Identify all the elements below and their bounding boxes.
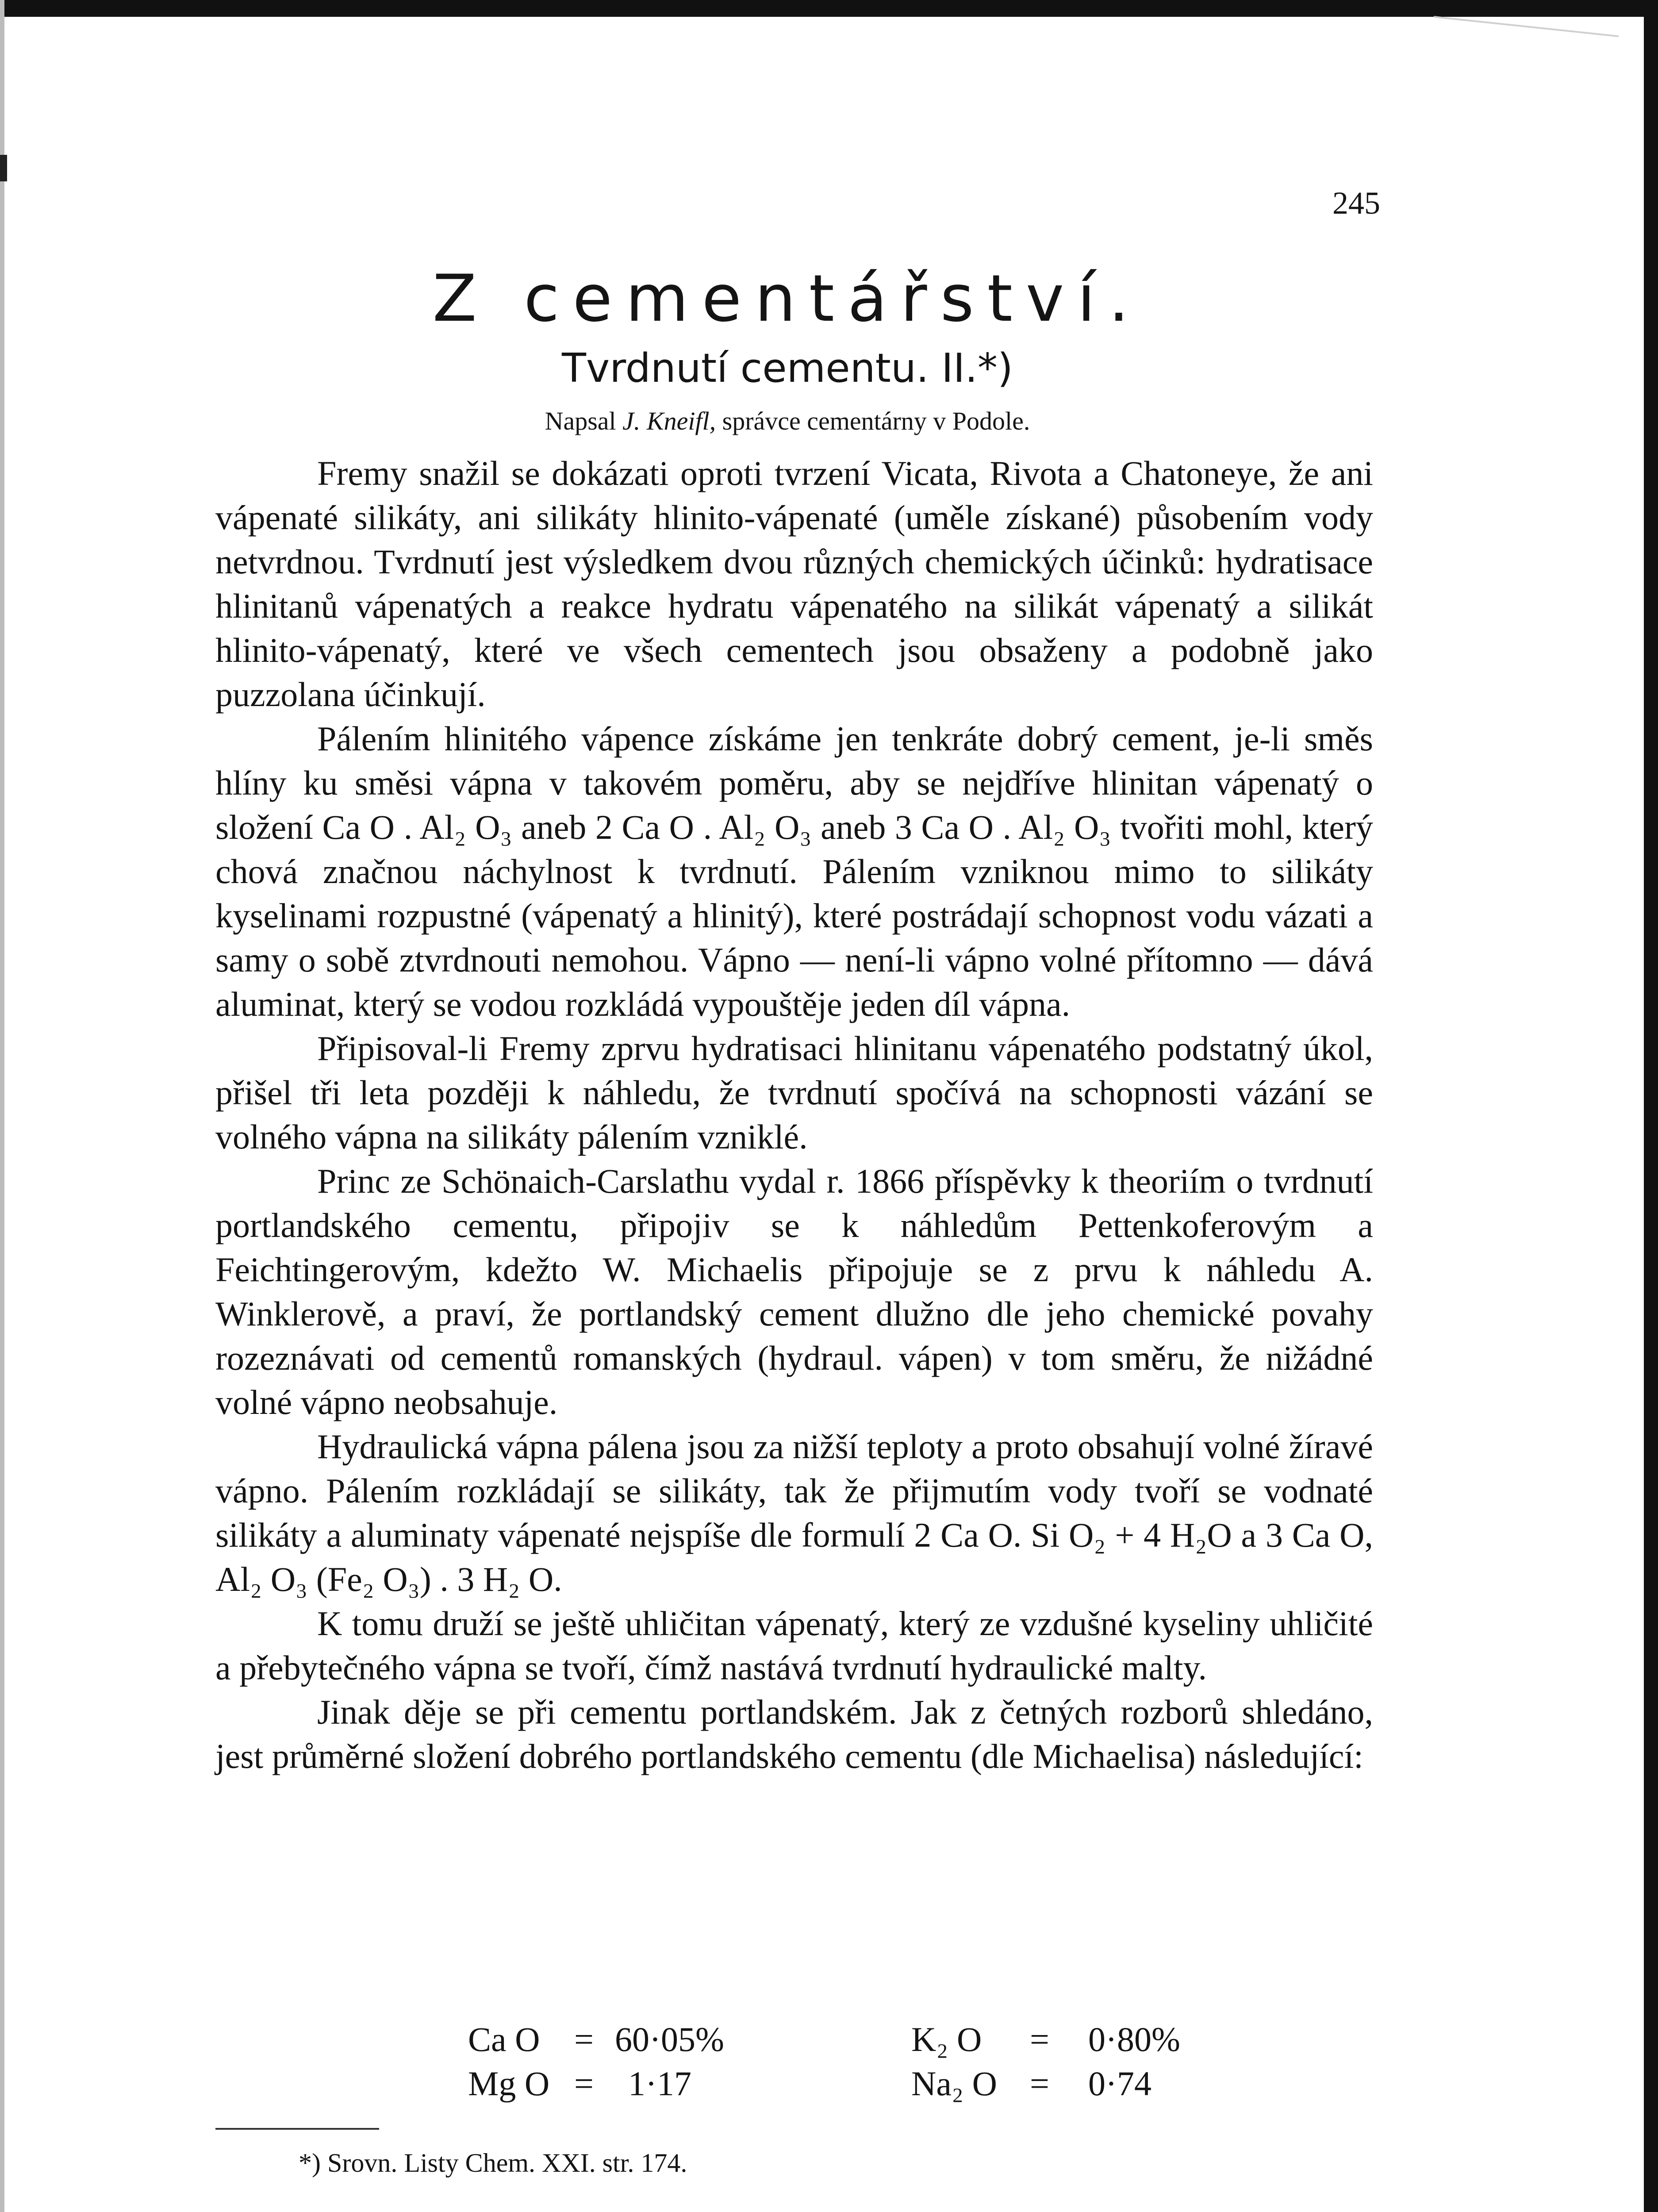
page-number: 245 [1332,185,1380,221]
composition-name: Na₂ O [911,2064,997,2103]
composition-name: Mg O [468,2064,550,2103]
scan-edge-right [1644,0,1658,2212]
paragraph-5: Hydraulická vápna pálena jsou za nižší teploty a proto obsahují volné žíravé vápno. Pálením rozkládají se silikáty, tak že přijmutím vody tvoří se vodnaté silikáty a aluminaty vápenaté nejspíše dle formulí 2 Ca O. Si O₂ + 4 H₂O a 3 Ca O, Al₂ O₃ (Fe₂ O₃) . 3 H₂ O. [215,1427,1373,1598]
article-title: Z cementářství. [432,261,1143,336]
composition-eq: = [1030,2064,1049,2103]
composition-value: 1·17 [628,2064,691,2103]
footnote-divider [215,2128,379,2130]
scan-edge-line [1434,16,1619,37]
article-subtitle: Tvrdnutí cementu. II.*) [561,345,1013,392]
article-body [215,451,1373,1778]
paragraph-7: Jinak děje se při cementu portlandském. Jak z četných rozborů shledáno, jest průměrné složení dobrého portlandského cementu (dle Michaelisa) následující: [215,1693,1373,1775]
paragraph-6: K tomu druží se ještě uhličitan vápenatý, který ze vzdušné kyseliny uhličité a přebytečného vápna se tvoří, čímž nastává tvrdnutí hydraulické malty. [215,1604,1373,1687]
composition-row-1 [0,2017,1658,2062]
composition-value: 60·05% [615,2020,724,2058]
footnote: *) Srovn. Listy Chem. XXI. str. 174. [299,2148,687,2177]
composition-eq: = [574,2020,594,2058]
paragraph-3: Připisoval-li Fremy zprvu hydratisaci hlinitanu vápenatého podstatný úkol, přišel tři leta později k náhledu, že tvrdnutí spočívá na schopnosti vázání se volného vápna na silikáty pálením vzniklé. [215,1029,1373,1156]
scan-edge-mark [0,155,7,181]
composition-eq: = [574,2064,594,2103]
byline-prefix: Napsal [545,407,616,435]
paragraph-2: Pálením hlinitého vápence získáme jen tenkráte dobrý cement, je-li směs hlíny ku směsi vápna v takovém poměru, aby se nejdříve hlinitan vápenatý o složení Ca O . Al₂ O₃ aneb 2 Ca O . Al₂ O₃ aneb 3 Ca O . Al₂ O₃ tvořiti mohl, který chová značnou náchylnost k tvrdnutí. Pálením vzniknou mimo to silikáty kyselinami rozpustné (vápenatý a hlinitý), které postrádají schopnost vodu vázati a samy o sobě ztvrdnouti nemohou. Vápno — není-li vápno volné přítomno — dává aluminat, který se vodou rozkládá vypouštěje jeden díl vápna. [215,719,1373,1023]
byline-author: J. Kneifl, [622,407,716,435]
composition-row-2 [0,2062,1658,2106]
composition-name: K₂ O [911,2020,982,2058]
composition-value: 0·74 [1088,2064,1151,2103]
byline-suffix: správce cementárny v Podole. [722,407,1030,435]
scan-edge-top [0,0,1658,17]
byline [212,406,1362,436]
composition-value: 0·80% [1088,2020,1180,2058]
composition-name: Ca O [468,2020,540,2058]
composition-eq: = [1030,2020,1049,2058]
paragraph-4: Princ ze Schönaich-Carslathu vydal r. 1866 příspěvky k theoriím o tvrdnutí portlandského cementu, připojiv se k náhledům Pettenkoferovým a Feichtingerovým, kdežto W. Michaelis připojuje se z prvu k náhledu A. Winklerově, a praví, že portlandský cement dlužno dle jeho chemické povahy rozeznávati od cementů romanských (hydraul. vápen) v tom směru, že nižádné volné vápno neobsahuje. [215,1162,1373,1421]
paragraph-1: Fremy snažil se dokázati oproti tvrzení Vicata, Rivota a Chatoneye, že ani vápenaté silikáty, ani silikáty hlinito-vápenaté (uměle získané) působením vody netvrdnou. Tvrdnutí jest výsledkem dvou různých chemických účinků: hydratisace hlinitanů vápenatých a reakce hydratu vápenatého na silikát vápenatý a silikát hlinito-vápenatý, které ve všech cementech jsou obsaženy a podobně jako puzzolana účinkují. [215,454,1373,714]
scan-edge-left [0,0,4,2212]
